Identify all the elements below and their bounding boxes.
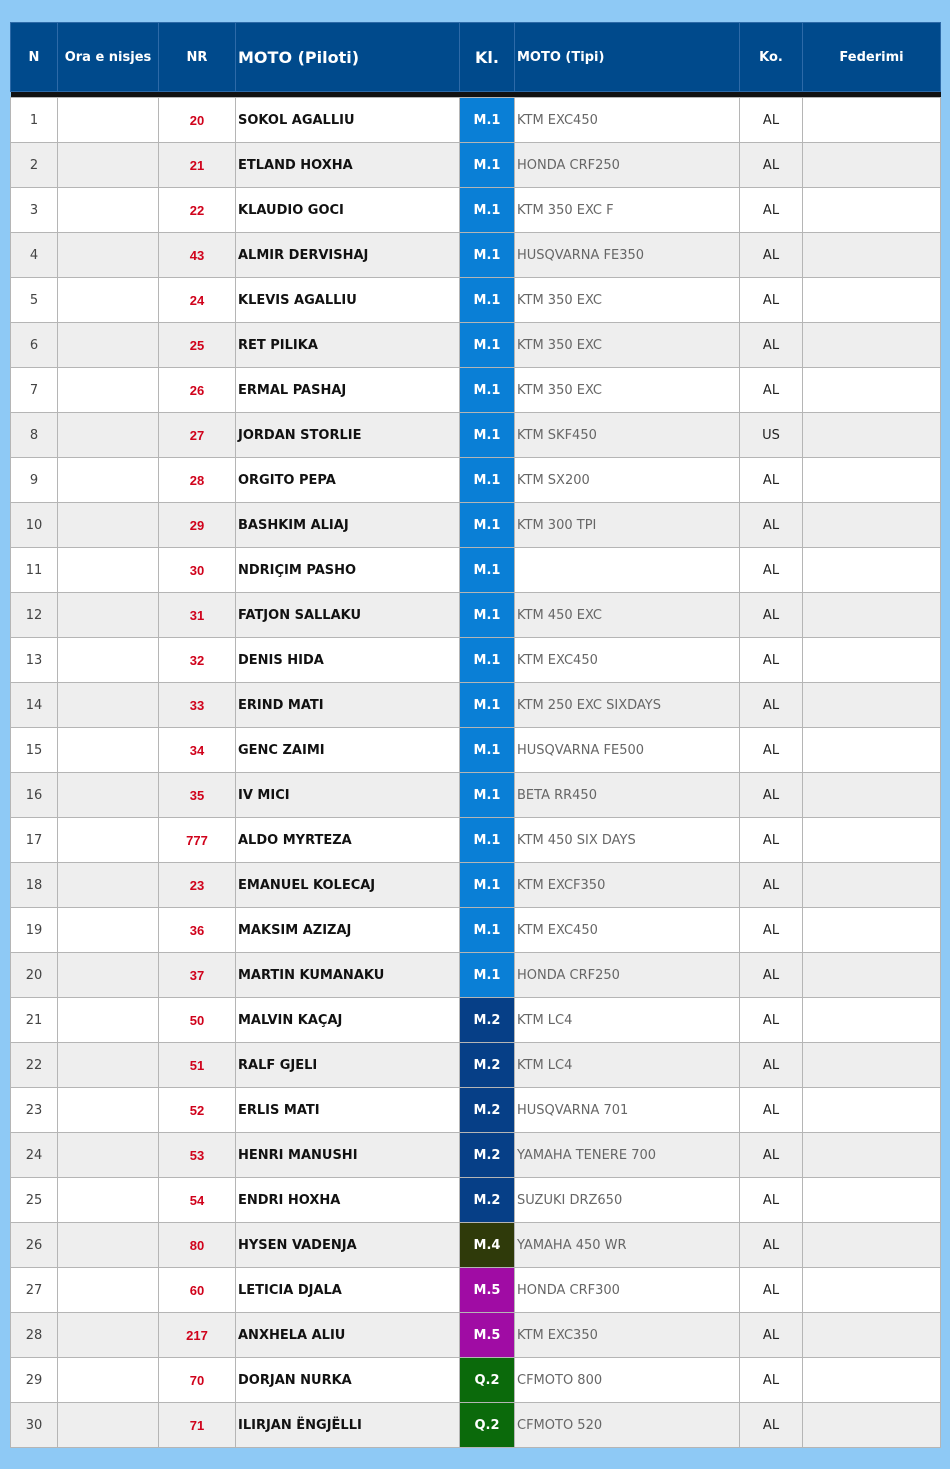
cell-nr: 24 bbox=[159, 278, 236, 323]
cell-nr: 23 bbox=[159, 863, 236, 908]
cell-n: 9 bbox=[11, 458, 58, 503]
cell-tipi: YAMAHA 450 WR bbox=[515, 1223, 740, 1268]
cell-ora bbox=[58, 233, 159, 278]
cell-ko: AL bbox=[740, 1223, 803, 1268]
cell-nr: 21 bbox=[159, 143, 236, 188]
table-row bbox=[11, 548, 941, 593]
cell-ora bbox=[58, 548, 159, 593]
cell-federimi bbox=[803, 1313, 941, 1358]
cell-n: 16 bbox=[11, 773, 58, 818]
cell-tipi: CFMOTO 800 bbox=[515, 1358, 740, 1403]
cell-piloti: MARTIN KUMANAKU bbox=[236, 953, 460, 998]
cell-nr: 25 bbox=[159, 323, 236, 368]
header-tipi: MOTO (Tipi) bbox=[515, 23, 740, 92]
cell-tipi: KTM EXCF350 bbox=[515, 863, 740, 908]
cell-n: 8 bbox=[11, 413, 58, 458]
header-piloti: MOTO (Piloti) bbox=[236, 23, 460, 92]
cell-nr: 71 bbox=[159, 1403, 236, 1448]
cell-piloti: ETLAND HOXHA bbox=[236, 143, 460, 188]
cell-n: 30 bbox=[11, 1403, 58, 1448]
cell-ora bbox=[58, 1088, 159, 1133]
table-row bbox=[11, 98, 941, 143]
cell-tipi: KTM EXC450 bbox=[515, 638, 740, 683]
cell-tipi: KTM 450 SIX DAYS bbox=[515, 818, 740, 863]
cell-piloti: ANXHELA ALIU bbox=[236, 1313, 460, 1358]
cell-n: 12 bbox=[11, 593, 58, 638]
cell-ko: AL bbox=[740, 1358, 803, 1403]
cell-nr: 37 bbox=[159, 953, 236, 998]
cell-kl: M.1 bbox=[460, 818, 515, 863]
cell-kl: M.1 bbox=[460, 863, 515, 908]
cell-nr: 36 bbox=[159, 908, 236, 953]
cell-ko: AL bbox=[740, 143, 803, 188]
cell-kl: M.4 bbox=[460, 1223, 515, 1268]
table-row bbox=[11, 503, 941, 548]
table-row bbox=[11, 233, 941, 278]
cell-ko: AL bbox=[740, 728, 803, 773]
cell-nr: 70 bbox=[159, 1358, 236, 1403]
cell-ko: AL bbox=[740, 863, 803, 908]
cell-nr: 80 bbox=[159, 1223, 236, 1268]
cell-piloti: MALVIN KAÇAJ bbox=[236, 998, 460, 1043]
cell-n: 6 bbox=[11, 323, 58, 368]
cell-n: 28 bbox=[11, 1313, 58, 1358]
cell-nr: 29 bbox=[159, 503, 236, 548]
table-row bbox=[11, 1133, 941, 1178]
cell-tipi: YAMAHA TENERE 700 bbox=[515, 1133, 740, 1178]
cell-federimi bbox=[803, 1088, 941, 1133]
cell-ora bbox=[58, 503, 159, 548]
cell-piloti: ENDRI HOXHA bbox=[236, 1178, 460, 1223]
cell-tipi: KTM 350 EXC bbox=[515, 368, 740, 413]
cell-ora bbox=[58, 863, 159, 908]
cell-piloti: GENC ZAIMI bbox=[236, 728, 460, 773]
cell-kl: M.1 bbox=[460, 458, 515, 503]
cell-federimi bbox=[803, 953, 941, 998]
cell-kl: M.2 bbox=[460, 1178, 515, 1223]
cell-kl: M.1 bbox=[460, 233, 515, 278]
table-row bbox=[11, 908, 941, 953]
cell-nr: 32 bbox=[159, 638, 236, 683]
table-row bbox=[11, 683, 941, 728]
cell-n: 24 bbox=[11, 1133, 58, 1178]
cell-federimi bbox=[803, 458, 941, 503]
cell-piloti: DORJAN NURKA bbox=[236, 1358, 460, 1403]
cell-tipi: CFMOTO 520 bbox=[515, 1403, 740, 1448]
cell-federimi bbox=[803, 1043, 941, 1088]
cell-ora bbox=[58, 1043, 159, 1088]
cell-kl: Q.2 bbox=[460, 1358, 515, 1403]
cell-ko: AL bbox=[740, 1133, 803, 1178]
cell-ko: AL bbox=[740, 1088, 803, 1133]
cell-n: 19 bbox=[11, 908, 58, 953]
cell-federimi bbox=[803, 188, 941, 233]
cell-piloti: MAKSIM AZIZAJ bbox=[236, 908, 460, 953]
cell-kl: M.5 bbox=[460, 1268, 515, 1313]
cell-federimi bbox=[803, 863, 941, 908]
table-row bbox=[11, 1268, 941, 1313]
cell-nr: 43 bbox=[159, 233, 236, 278]
cell-ora bbox=[58, 998, 159, 1043]
cell-ora bbox=[58, 1358, 159, 1403]
cell-kl: M.1 bbox=[460, 773, 515, 818]
table-row bbox=[11, 278, 941, 323]
table-row bbox=[11, 1403, 941, 1448]
cell-federimi bbox=[803, 1358, 941, 1403]
cell-ko: AL bbox=[740, 233, 803, 278]
cell-n: 18 bbox=[11, 863, 58, 908]
cell-ko: AL bbox=[740, 593, 803, 638]
cell-piloti: ILIRJAN ËNGJËLLI bbox=[236, 1403, 460, 1448]
cell-ko: AL bbox=[740, 1043, 803, 1088]
cell-federimi bbox=[803, 503, 941, 548]
cell-n: 22 bbox=[11, 1043, 58, 1088]
cell-ora bbox=[58, 818, 159, 863]
cell-federimi bbox=[803, 683, 941, 728]
cell-ora bbox=[58, 323, 159, 368]
cell-n: 27 bbox=[11, 1268, 58, 1313]
cell-ora bbox=[58, 773, 159, 818]
cell-kl: M.1 bbox=[460, 503, 515, 548]
cell-ko: AL bbox=[740, 368, 803, 413]
cell-ko: AL bbox=[740, 1178, 803, 1223]
table-row bbox=[11, 413, 941, 458]
cell-piloti: LETICIA DJALA bbox=[236, 1268, 460, 1313]
cell-federimi bbox=[803, 548, 941, 593]
cell-n: 29 bbox=[11, 1358, 58, 1403]
cell-kl: M.1 bbox=[460, 953, 515, 998]
cell-federimi bbox=[803, 998, 941, 1043]
cell-nr: 31 bbox=[159, 593, 236, 638]
table-row bbox=[11, 188, 941, 233]
cell-ora bbox=[58, 188, 159, 233]
cell-ko: AL bbox=[740, 1268, 803, 1313]
cell-piloti: JORDAN STORLIE bbox=[236, 413, 460, 458]
cell-tipi: KTM LC4 bbox=[515, 998, 740, 1043]
table-row bbox=[11, 863, 941, 908]
cell-ora bbox=[58, 143, 159, 188]
header-ko: Ko. bbox=[740, 23, 803, 92]
cell-ora bbox=[58, 953, 159, 998]
cell-tipi: HUSQVARNA FE350 bbox=[515, 233, 740, 278]
cell-kl: M.1 bbox=[460, 593, 515, 638]
table-row bbox=[11, 143, 941, 188]
cell-ora bbox=[58, 413, 159, 458]
cell-nr: 217 bbox=[159, 1313, 236, 1358]
cell-tipi: HONDA CRF250 bbox=[515, 143, 740, 188]
cell-piloti: KLEVIS AGALLIU bbox=[236, 278, 460, 323]
cell-ko: AL bbox=[740, 323, 803, 368]
cell-ora bbox=[58, 683, 159, 728]
cell-n: 14 bbox=[11, 683, 58, 728]
cell-piloti: ERLIS MATI bbox=[236, 1088, 460, 1133]
cell-federimi bbox=[803, 278, 941, 323]
cell-ko: AL bbox=[740, 548, 803, 593]
cell-ora bbox=[58, 638, 159, 683]
cell-ora bbox=[58, 1133, 159, 1178]
cell-tipi: HUSQVARNA 701 bbox=[515, 1088, 740, 1133]
cell-kl: M.1 bbox=[460, 638, 515, 683]
cell-piloti: EMANUEL KOLECAJ bbox=[236, 863, 460, 908]
table-row bbox=[11, 638, 941, 683]
cell-piloti: ALMIR DERVISHAJ bbox=[236, 233, 460, 278]
cell-tipi: KTM 450 EXC bbox=[515, 593, 740, 638]
cell-ko: AL bbox=[740, 458, 803, 503]
cell-tipi: BETA RR450 bbox=[515, 773, 740, 818]
table-row bbox=[11, 728, 941, 773]
cell-kl: M.1 bbox=[460, 683, 515, 728]
cell-piloti: ERIND MATI bbox=[236, 683, 460, 728]
cell-kl: M.2 bbox=[460, 1133, 515, 1178]
cell-ko: AL bbox=[740, 638, 803, 683]
cell-tipi: SUZUKI DRZ650 bbox=[515, 1178, 740, 1223]
cell-ko: US bbox=[740, 413, 803, 458]
cell-tipi: KTM 350 EXC F bbox=[515, 188, 740, 233]
cell-ko: AL bbox=[740, 98, 803, 143]
cell-federimi bbox=[803, 1268, 941, 1313]
table-row bbox=[11, 773, 941, 818]
table-row bbox=[11, 323, 941, 368]
table-row bbox=[11, 458, 941, 503]
cell-kl: M.1 bbox=[460, 98, 515, 143]
cell-kl: M.5 bbox=[460, 1313, 515, 1358]
cell-federimi bbox=[803, 773, 941, 818]
cell-tipi: KTM 350 EXC bbox=[515, 278, 740, 323]
header-federimi: Federimi bbox=[803, 23, 941, 92]
table-row bbox=[11, 368, 941, 413]
cell-piloti: SOKOL AGALLIU bbox=[236, 98, 460, 143]
cell-tipi: HONDA CRF300 bbox=[515, 1268, 740, 1313]
cell-kl: M.1 bbox=[460, 278, 515, 323]
table-row bbox=[11, 1313, 941, 1358]
cell-ko: AL bbox=[740, 908, 803, 953]
cell-n: 2 bbox=[11, 143, 58, 188]
cell-federimi bbox=[803, 323, 941, 368]
table-row bbox=[11, 1223, 941, 1268]
cell-kl: M.1 bbox=[460, 548, 515, 593]
cell-federimi bbox=[803, 413, 941, 458]
cell-ora bbox=[58, 1223, 159, 1268]
cell-ora bbox=[58, 593, 159, 638]
cell-n: 25 bbox=[11, 1178, 58, 1223]
table-row bbox=[11, 1088, 941, 1133]
cell-n: 13 bbox=[11, 638, 58, 683]
cell-tipi: HONDA CRF250 bbox=[515, 953, 740, 998]
cell-nr: 20 bbox=[159, 98, 236, 143]
cell-piloti: IV MICI bbox=[236, 773, 460, 818]
table-row bbox=[11, 593, 941, 638]
cell-ora bbox=[58, 728, 159, 773]
cell-piloti: ALDO MYRTEZA bbox=[236, 818, 460, 863]
cell-tipi: KTM EXC450 bbox=[515, 98, 740, 143]
cell-federimi bbox=[803, 98, 941, 143]
cell-ko: AL bbox=[740, 278, 803, 323]
header-ora: Ora e nisjes bbox=[58, 23, 159, 92]
cell-federimi bbox=[803, 818, 941, 863]
cell-federimi bbox=[803, 1403, 941, 1448]
cell-tipi: KTM 350 EXC bbox=[515, 323, 740, 368]
cell-tipi: KTM 300 TPI bbox=[515, 503, 740, 548]
cell-n: 20 bbox=[11, 953, 58, 998]
cell-ko: AL bbox=[740, 1313, 803, 1358]
table-row bbox=[11, 1043, 941, 1088]
cell-ko: AL bbox=[740, 953, 803, 998]
cell-ko: AL bbox=[740, 188, 803, 233]
cell-ora bbox=[58, 1268, 159, 1313]
cell-nr: 54 bbox=[159, 1178, 236, 1223]
cell-piloti: KLAUDIO GOCI bbox=[236, 188, 460, 233]
cell-nr: 26 bbox=[159, 368, 236, 413]
cell-ora bbox=[58, 368, 159, 413]
cell-kl: M.2 bbox=[460, 1088, 515, 1133]
cell-piloti: DENIS HIDA bbox=[236, 638, 460, 683]
cell-ko: AL bbox=[740, 503, 803, 548]
cell-ora bbox=[58, 1178, 159, 1223]
cell-nr: 28 bbox=[159, 458, 236, 503]
cell-n: 21 bbox=[11, 998, 58, 1043]
cell-ora bbox=[58, 908, 159, 953]
cell-federimi bbox=[803, 638, 941, 683]
cell-federimi bbox=[803, 593, 941, 638]
cell-piloti: ERMAL PASHAJ bbox=[236, 368, 460, 413]
table-row bbox=[11, 1358, 941, 1403]
cell-federimi bbox=[803, 368, 941, 413]
cell-ko: AL bbox=[740, 683, 803, 728]
cell-kl: M.1 bbox=[460, 728, 515, 773]
header-nr: NR bbox=[159, 23, 236, 92]
cell-piloti: ORGITO PEPA bbox=[236, 458, 460, 503]
cell-tipi: KTM LC4 bbox=[515, 1043, 740, 1088]
cell-ko: AL bbox=[740, 773, 803, 818]
cell-ko: AL bbox=[740, 1403, 803, 1448]
cell-nr: 35 bbox=[159, 773, 236, 818]
cell-nr: 22 bbox=[159, 188, 236, 233]
start-list-table bbox=[10, 22, 941, 1448]
cell-tipi bbox=[515, 548, 740, 593]
cell-n: 4 bbox=[11, 233, 58, 278]
cell-tipi: KTM SX200 bbox=[515, 458, 740, 503]
cell-n: 15 bbox=[11, 728, 58, 773]
cell-tipi: KTM 250 EXC SIXDAYS bbox=[515, 683, 740, 728]
cell-nr: 51 bbox=[159, 1043, 236, 1088]
header-row bbox=[11, 23, 941, 92]
table-row bbox=[11, 998, 941, 1043]
cell-ora bbox=[58, 458, 159, 503]
cell-nr: 53 bbox=[159, 1133, 236, 1178]
cell-nr: 50 bbox=[159, 998, 236, 1043]
cell-federimi bbox=[803, 143, 941, 188]
cell-kl: M.1 bbox=[460, 413, 515, 458]
cell-kl: M.1 bbox=[460, 368, 515, 413]
cell-n: 3 bbox=[11, 188, 58, 233]
cell-federimi bbox=[803, 1178, 941, 1223]
cell-tipi: KTM EXC350 bbox=[515, 1313, 740, 1358]
cell-piloti: RALF GJELI bbox=[236, 1043, 460, 1088]
cell-ko: AL bbox=[740, 998, 803, 1043]
cell-kl: M.1 bbox=[460, 188, 515, 233]
cell-kl: M.1 bbox=[460, 908, 515, 953]
cell-kl: Q.2 bbox=[460, 1403, 515, 1448]
cell-nr: 777 bbox=[159, 818, 236, 863]
cell-piloti: BASHKIM ALIAJ bbox=[236, 503, 460, 548]
cell-n: 5 bbox=[11, 278, 58, 323]
cell-nr: 27 bbox=[159, 413, 236, 458]
cell-federimi bbox=[803, 233, 941, 278]
cell-n: 7 bbox=[11, 368, 58, 413]
cell-ora bbox=[58, 1313, 159, 1358]
cell-federimi bbox=[803, 728, 941, 773]
cell-tipi: KTM SKF450 bbox=[515, 413, 740, 458]
cell-tipi: KTM EXC450 bbox=[515, 908, 740, 953]
header-n: N bbox=[11, 23, 58, 92]
cell-kl: M.2 bbox=[460, 1043, 515, 1088]
cell-nr: 30 bbox=[159, 548, 236, 593]
cell-ko: AL bbox=[740, 818, 803, 863]
cell-n: 17 bbox=[11, 818, 58, 863]
cell-n: 11 bbox=[11, 548, 58, 593]
cell-n: 26 bbox=[11, 1223, 58, 1268]
cell-n: 23 bbox=[11, 1088, 58, 1133]
cell-federimi bbox=[803, 908, 941, 953]
cell-kl: M.1 bbox=[460, 323, 515, 368]
table-row bbox=[11, 1178, 941, 1223]
cell-n: 1 bbox=[11, 98, 58, 143]
cell-federimi bbox=[803, 1133, 941, 1178]
table-row bbox=[11, 953, 941, 998]
cell-kl: M.2 bbox=[460, 998, 515, 1043]
table-row bbox=[11, 818, 941, 863]
cell-n: 10 bbox=[11, 503, 58, 548]
cell-piloti: HYSEN VADENJA bbox=[236, 1223, 460, 1268]
cell-nr: 60 bbox=[159, 1268, 236, 1313]
cell-federimi bbox=[803, 1223, 941, 1268]
cell-ora bbox=[58, 98, 159, 143]
cell-ora bbox=[58, 1403, 159, 1448]
cell-nr: 34 bbox=[159, 728, 236, 773]
cell-tipi: HUSQVARNA FE500 bbox=[515, 728, 740, 773]
cell-ora bbox=[58, 278, 159, 323]
cell-piloti: HENRI MANUSHI bbox=[236, 1133, 460, 1178]
cell-nr: 52 bbox=[159, 1088, 236, 1133]
cell-kl: M.1 bbox=[460, 143, 515, 188]
header-kl: Kl. bbox=[460, 23, 515, 92]
cell-piloti: NDRIÇIM PASHO bbox=[236, 548, 460, 593]
cell-piloti: RET PILIKA bbox=[236, 323, 460, 368]
cell-nr: 33 bbox=[159, 683, 236, 728]
cell-piloti: FATJON SALLAKU bbox=[236, 593, 460, 638]
